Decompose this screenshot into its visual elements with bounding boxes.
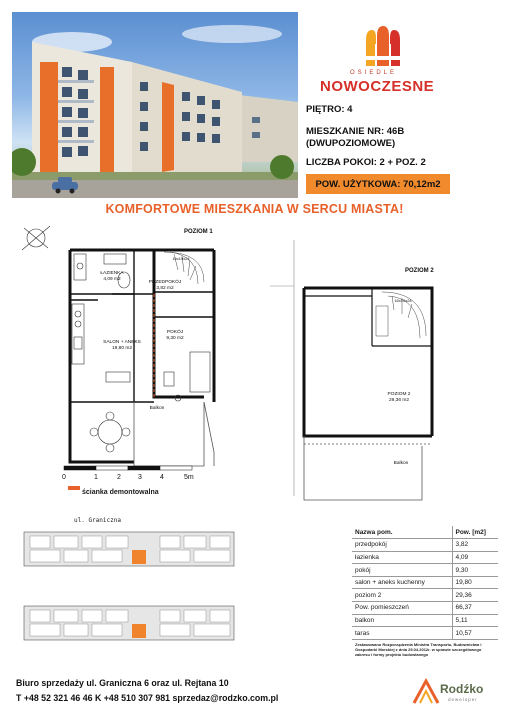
building-render-image bbox=[12, 12, 298, 198]
room-level2-name: POZIOM 2 bbox=[387, 392, 411, 397]
scale-tick-3: 3 bbox=[138, 474, 142, 481]
apartment-number-label: MIESZKANIE NR: 46B bbox=[306, 126, 405, 137]
room-balcony-1-name: Balkon bbox=[149, 406, 165, 411]
apartment-highlight-1 bbox=[132, 550, 146, 564]
room-bedroom-area: 9,30 m2 bbox=[166, 335, 184, 341]
plan2-title: POZIOM 2 bbox=[405, 268, 434, 274]
table-header-area: Pow. [m2] bbox=[452, 526, 498, 539]
room-hallway-name: PRZEDPOKÓJ bbox=[148, 280, 182, 285]
room-balcony-1 bbox=[142, 406, 172, 412]
room-balcony-2 bbox=[386, 461, 416, 467]
apartment-type-label: (DWUPOZIOMOWE) bbox=[306, 138, 396, 149]
street-label: ul. Graniczna bbox=[74, 517, 121, 524]
room-level2-area: 29,36 m2 bbox=[388, 397, 409, 403]
table-cell-area: 3,82 bbox=[452, 539, 498, 552]
table-cell-area: 4,09 bbox=[452, 551, 498, 564]
table-row bbox=[352, 589, 498, 602]
scale-bar bbox=[64, 466, 192, 470]
table-cell-name: taras bbox=[352, 627, 452, 640]
table-cell-name: balkon bbox=[352, 614, 452, 627]
logo-name-text: NOWOCZESNE bbox=[320, 78, 435, 95]
table-cell-name: pokój bbox=[352, 564, 452, 577]
stair-label-1: 16x19x24 bbox=[172, 256, 190, 261]
area-table bbox=[352, 526, 498, 640]
usable-area-text: POW. UŻYTKOWA: 70,12m2 bbox=[315, 178, 441, 190]
stair-label-2: 16x19x24 bbox=[394, 298, 412, 303]
room-living-name: SALON + ANEKS bbox=[103, 340, 141, 345]
brand-name: Rodźko bbox=[440, 682, 484, 696]
scale-tick-1: 1 bbox=[94, 474, 98, 481]
scale-tick-5: 5m bbox=[184, 474, 194, 481]
usable-area-badge bbox=[306, 174, 450, 194]
room-bathroom-name: ŁAZIENKA bbox=[100, 271, 124, 276]
table-cell-name: łazienka bbox=[352, 551, 452, 564]
room-count-label: LICZBA POKOI: 2 + POZ. 2 bbox=[306, 157, 426, 168]
room-level2 bbox=[374, 392, 424, 404]
table-row bbox=[352, 602, 498, 615]
floor-label: PIĘTRO: 4 bbox=[306, 104, 353, 115]
removable-wall-swatch bbox=[68, 486, 80, 490]
table-row bbox=[352, 564, 498, 577]
room-bedroom-name: POKÓJ bbox=[166, 330, 184, 335]
legal-note: Zestawowano Rozporządzenia Ministra Transportu, Budownictwa i Gospodarki Morskiej z dnia 25.04.2012r. w sprawie szczegółowego zakresu i formy projektu budowlanego bbox=[355, 642, 482, 658]
slogan-heading: KOMFORTOWE MIESZKANIA W SERCU MIASTA! bbox=[105, 202, 404, 216]
room-bathroom-area: 4,09 m2 bbox=[103, 276, 121, 282]
table-cell-name: salon + aneks kuchenny bbox=[352, 576, 452, 589]
room-bathroom bbox=[92, 271, 132, 283]
scale-tick-2: 2 bbox=[117, 474, 121, 481]
brand-sub: deweloper bbox=[448, 697, 478, 702]
scale-tick-0: 0 bbox=[62, 474, 66, 481]
table-cell-name: przedpokój bbox=[352, 539, 452, 552]
compass-icon bbox=[22, 226, 50, 250]
sales-office-address: Biuro sprzedaży ul. Graniczna 6 oraz ul. Rejtana 10 bbox=[16, 678, 229, 688]
table-cell-area: 66,37 bbox=[452, 602, 498, 615]
logo-osiedle-text: OSIEDLE bbox=[350, 70, 398, 76]
table-cell-area: 29,36 bbox=[452, 589, 498, 602]
room-bedroom bbox=[155, 330, 195, 342]
table-cell-name: Pow. pomieszczeń bbox=[352, 602, 452, 615]
room-hallway-area: 3,82 m2 bbox=[156, 285, 174, 291]
scale-tick-4: 4 bbox=[160, 474, 164, 481]
table-cell-area: 5,11 bbox=[452, 614, 498, 627]
apartment-highlight-2 bbox=[132, 624, 146, 638]
table-row bbox=[352, 627, 498, 640]
plan1-title: POZIOM 1 bbox=[184, 229, 213, 235]
table-cell-name: poziom 2 bbox=[352, 589, 452, 602]
table-cell-area: 10,57 bbox=[452, 627, 498, 640]
contact-line: T +48 52 321 46 46 K +48 510 307 981 sprzedaz@rodzko.com.pl bbox=[16, 693, 279, 703]
site-plan bbox=[20, 526, 246, 654]
room-balcony-2-name: Balkon bbox=[393, 461, 409, 466]
table-header-name: Nazwa pom. bbox=[352, 526, 452, 539]
legend-removable-wall: ścianka demontowalna bbox=[82, 489, 159, 496]
floor-plan-level-1 bbox=[14, 222, 254, 504]
room-living-area: 19,80 m2 bbox=[111, 345, 132, 351]
table-cell-area: 9,30 bbox=[452, 564, 498, 577]
table-cell-area: 19,80 bbox=[452, 576, 498, 589]
room-living bbox=[92, 340, 152, 352]
table-row bbox=[352, 614, 498, 627]
table-row bbox=[352, 551, 498, 564]
room-hallway bbox=[140, 280, 190, 292]
table-header-row bbox=[352, 526, 498, 539]
table-row bbox=[352, 576, 498, 589]
table-row bbox=[352, 539, 498, 552]
